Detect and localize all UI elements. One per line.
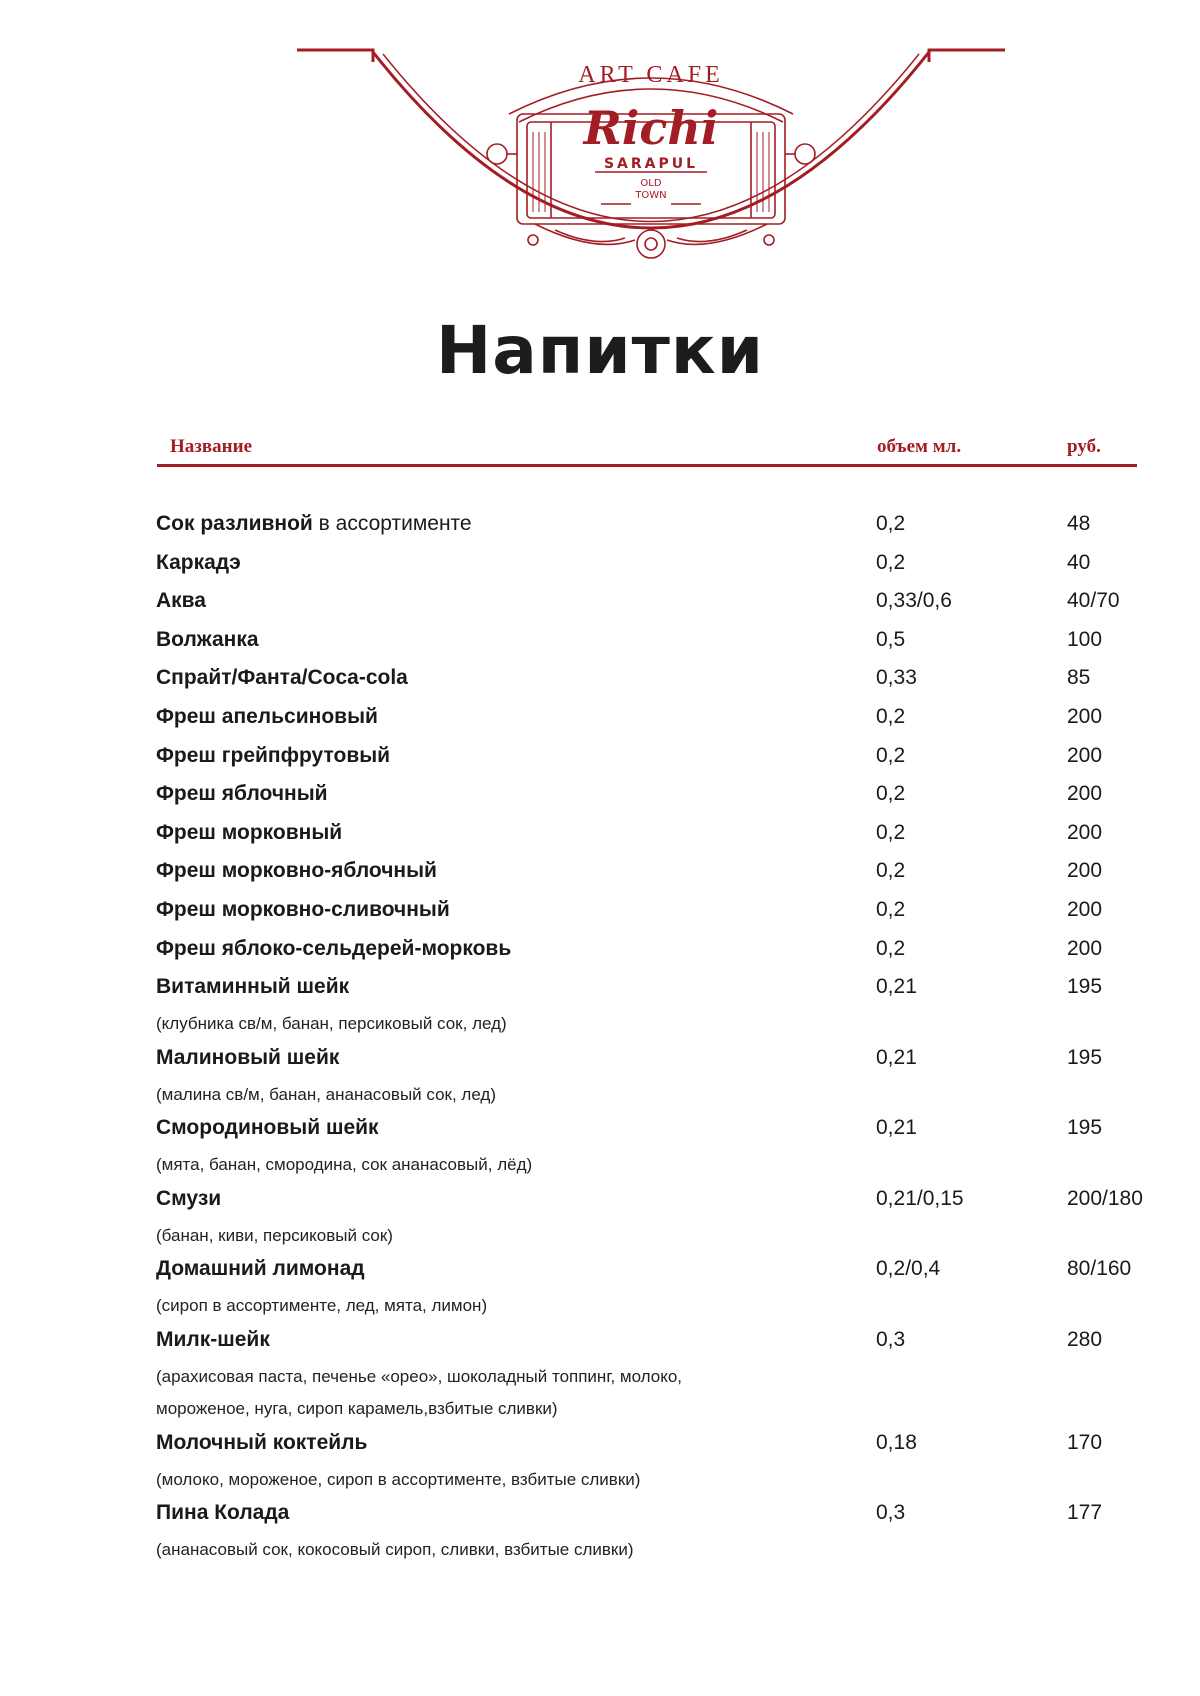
menu-item-description-line: (сироп в ассортименте, лед, мята, лимон) (156, 1296, 488, 1316)
menu-item-volume: 0,21 (876, 975, 917, 999)
menu-item-title: Фреш апельсиновый (156, 704, 378, 728)
logo-tag-line2: TOWN (635, 190, 667, 201)
menu-item-volume: 0,2/0,4 (876, 1257, 941, 1281)
logo-brand-text: Richi (583, 101, 719, 155)
menu-item-description (156, 1220, 393, 1253)
menu-item-description-line: (клубника св/м, банан, персиковый сок, лед) (156, 1014, 507, 1034)
menu-item-name (156, 1326, 270, 1354)
menu-item-description-line: (мята, банан, смородина, сок ананасовый, лёд) (156, 1155, 533, 1175)
menu-item (156, 626, 1156, 665)
menu-item-price: 200 (1067, 704, 1103, 728)
menu-item-volume: 0,3 (876, 1327, 906, 1351)
menu-item-price: 170 (1067, 1430, 1103, 1454)
menu-item-price: 40/70 (1067, 589, 1120, 613)
menu-item (156, 742, 1156, 781)
menu-item-price: 200 (1067, 936, 1103, 960)
menu-item-volume: 0,2 (876, 897, 906, 921)
menu-item-name (156, 1114, 379, 1142)
menu-item-name (156, 896, 450, 924)
menu-item-name (156, 935, 511, 963)
menu-item-title: Волжанка (156, 627, 259, 651)
menu-item-price: 200 (1067, 820, 1103, 844)
menu-item-description (156, 1079, 496, 1112)
menu-item (156, 896, 1156, 935)
menu-item-volume: 0,2 (876, 550, 906, 574)
menu-item-volume: 0,21 (876, 1045, 917, 1069)
menu-item-title: Фреш яблочный (156, 782, 328, 806)
menu-item-price: 200 (1067, 782, 1103, 806)
logo-art-cafe-text: ART CAFE (578, 62, 724, 88)
menu-item-title: Витаминный шейк (156, 975, 350, 999)
menu-item-name (156, 1429, 367, 1457)
menu-item-price: 80/160 (1067, 1257, 1132, 1281)
menu-item-volume: 0,3 (876, 1501, 906, 1525)
menu-item-title: Спрайт/Фанта/Coca-cola (156, 666, 408, 690)
menu-item-description (156, 1361, 682, 1426)
menu-item-price: 195 (1067, 1116, 1103, 1140)
menu-item-suffix: в ассортименте (312, 512, 472, 535)
menu-item (156, 935, 1156, 974)
menu-item (156, 857, 1156, 896)
header-price: руб. (1067, 436, 1101, 457)
logo-emblem-graphic (295, 44, 1007, 294)
menu-item-volume: 0,33 (876, 666, 917, 690)
menu-item-price: 200/180 (1067, 1186, 1143, 1210)
header-name: Название (170, 436, 253, 457)
menu-item (156, 780, 1156, 819)
menu-item (156, 549, 1156, 588)
menu-item-title: Фреш морковно-яблочный (156, 859, 437, 883)
menu-item (156, 819, 1156, 858)
menu-item (156, 1255, 1156, 1326)
menu-item-description (156, 1290, 487, 1323)
menu-item-name (156, 819, 342, 847)
menu-item (156, 1044, 1156, 1115)
menu-item-name (156, 780, 328, 808)
menu-item-price: 200 (1067, 859, 1103, 883)
menu-item-title: Фреш морковно-сливочный (156, 897, 450, 921)
menu-item-price: 200 (1067, 897, 1103, 921)
menu-item-name (156, 510, 472, 538)
drinks-list (156, 510, 1156, 1570)
menu-item-title: Пина Колада (156, 1501, 290, 1525)
menu-item-name (156, 1044, 339, 1072)
header-volume: объем мл. (877, 436, 962, 457)
menu-item-volume: 0,21/0,15 (876, 1186, 964, 1210)
cafe-logo (295, 44, 1007, 294)
menu-item-name (156, 703, 378, 731)
menu-item-name (156, 857, 437, 885)
menu-item-title: Аква (156, 589, 206, 613)
menu-item-name (156, 742, 390, 770)
menu-item-volume: 0,33/0,6 (876, 589, 952, 613)
menu-item-price: 40 (1067, 550, 1091, 574)
menu-item-description (156, 1534, 634, 1567)
menu-item-name (156, 549, 241, 577)
menu-item (156, 1326, 1156, 1429)
menu-item-price: 195 (1067, 1045, 1103, 1069)
menu-item-description-line: (ананасовый сок, кокосовый сироп, сливки, взбитые сливки) (156, 1540, 634, 1560)
menu-item (156, 587, 1156, 626)
menu-item-volume: 0,18 (876, 1430, 917, 1454)
menu-item (156, 703, 1156, 742)
menu-item-volume: 0,21 (876, 1116, 917, 1140)
menu-item-title: Малиновый шейк (156, 1045, 340, 1069)
logo-city-text: SARAPUL (603, 156, 699, 172)
menu-item-description-line: (арахисовая паста, печенье «орео», шоколадный топпинг, молоко, (156, 1366, 683, 1386)
menu-item-price: 195 (1067, 975, 1103, 999)
menu-item-volume: 0,2 (876, 743, 906, 767)
menu-item-description (156, 1464, 640, 1497)
menu-item-volume: 0,2 (876, 859, 906, 883)
menu-item-name (156, 587, 206, 615)
menu-item (156, 1114, 1156, 1185)
menu-item-title: Домашний лимонад (156, 1257, 365, 1281)
page-title: Напитки (436, 312, 764, 389)
menu-item (156, 973, 1156, 1044)
menu-item-price: 200 (1067, 743, 1103, 767)
menu-item-price: 177 (1067, 1501, 1103, 1525)
menu-item (156, 664, 1156, 703)
menu-item-volume: 0,2 (876, 512, 906, 535)
menu-item-volume: 0,5 (876, 627, 906, 651)
menu-item-title: Фреш морковный (156, 820, 343, 844)
menu-item (156, 1499, 1156, 1570)
menu-item-price: 48 (1067, 512, 1091, 535)
header-divider (157, 464, 1137, 467)
menu-item-name (156, 1255, 365, 1283)
menu-item (156, 1185, 1156, 1256)
menu-item-price: 100 (1067, 627, 1103, 651)
menu-item-name (156, 1499, 289, 1527)
menu-item-price: 280 (1067, 1327, 1103, 1351)
menu-item-title: Каркадэ (156, 550, 241, 574)
menu-item-title: Молочный коктейль (156, 1430, 368, 1454)
menu-item-price: 85 (1067, 666, 1091, 690)
menu-item (156, 510, 1156, 549)
menu-item-name (156, 1185, 221, 1213)
menu-item-title: Милк-шейк (156, 1327, 270, 1351)
logo-tag-line1: OLD (640, 178, 662, 189)
menu-item-description (156, 1008, 507, 1041)
menu-item-description (156, 1149, 532, 1182)
menu-item (156, 1429, 1156, 1500)
menu-item-description-line: мороженое, нуга, сироп карамель,взбитые сливки) (156, 1399, 558, 1419)
menu-item-volume: 0,2 (876, 704, 906, 728)
menu-item-name (156, 664, 408, 692)
menu-item-volume: 0,2 (876, 936, 906, 960)
menu-item-title: Смузи (156, 1186, 222, 1210)
menu-item-name (156, 973, 349, 1001)
menu-item-title: Фреш яблоко-сельдерей-морковь (156, 936, 512, 960)
menu-item-volume: 0,2 (876, 782, 906, 806)
menu-item-volume: 0,2 (876, 820, 906, 844)
menu-item-description-line: (малина св/м, банан, ананасовый сок, лед) (156, 1084, 497, 1104)
menu-item-title: Фреш грейпфрутовый (156, 743, 391, 767)
menu-item-description-line: (банан, киви, персиковый сок) (156, 1225, 393, 1245)
menu-item-title: Сок разливной (156, 512, 313, 535)
menu-item-name (156, 626, 259, 654)
menu-item-description-line: (молоко, мороженое, сироп в ассортименте, взбитые сливки) (156, 1469, 641, 1489)
menu-item-title: Смородиновый шейк (156, 1116, 379, 1140)
